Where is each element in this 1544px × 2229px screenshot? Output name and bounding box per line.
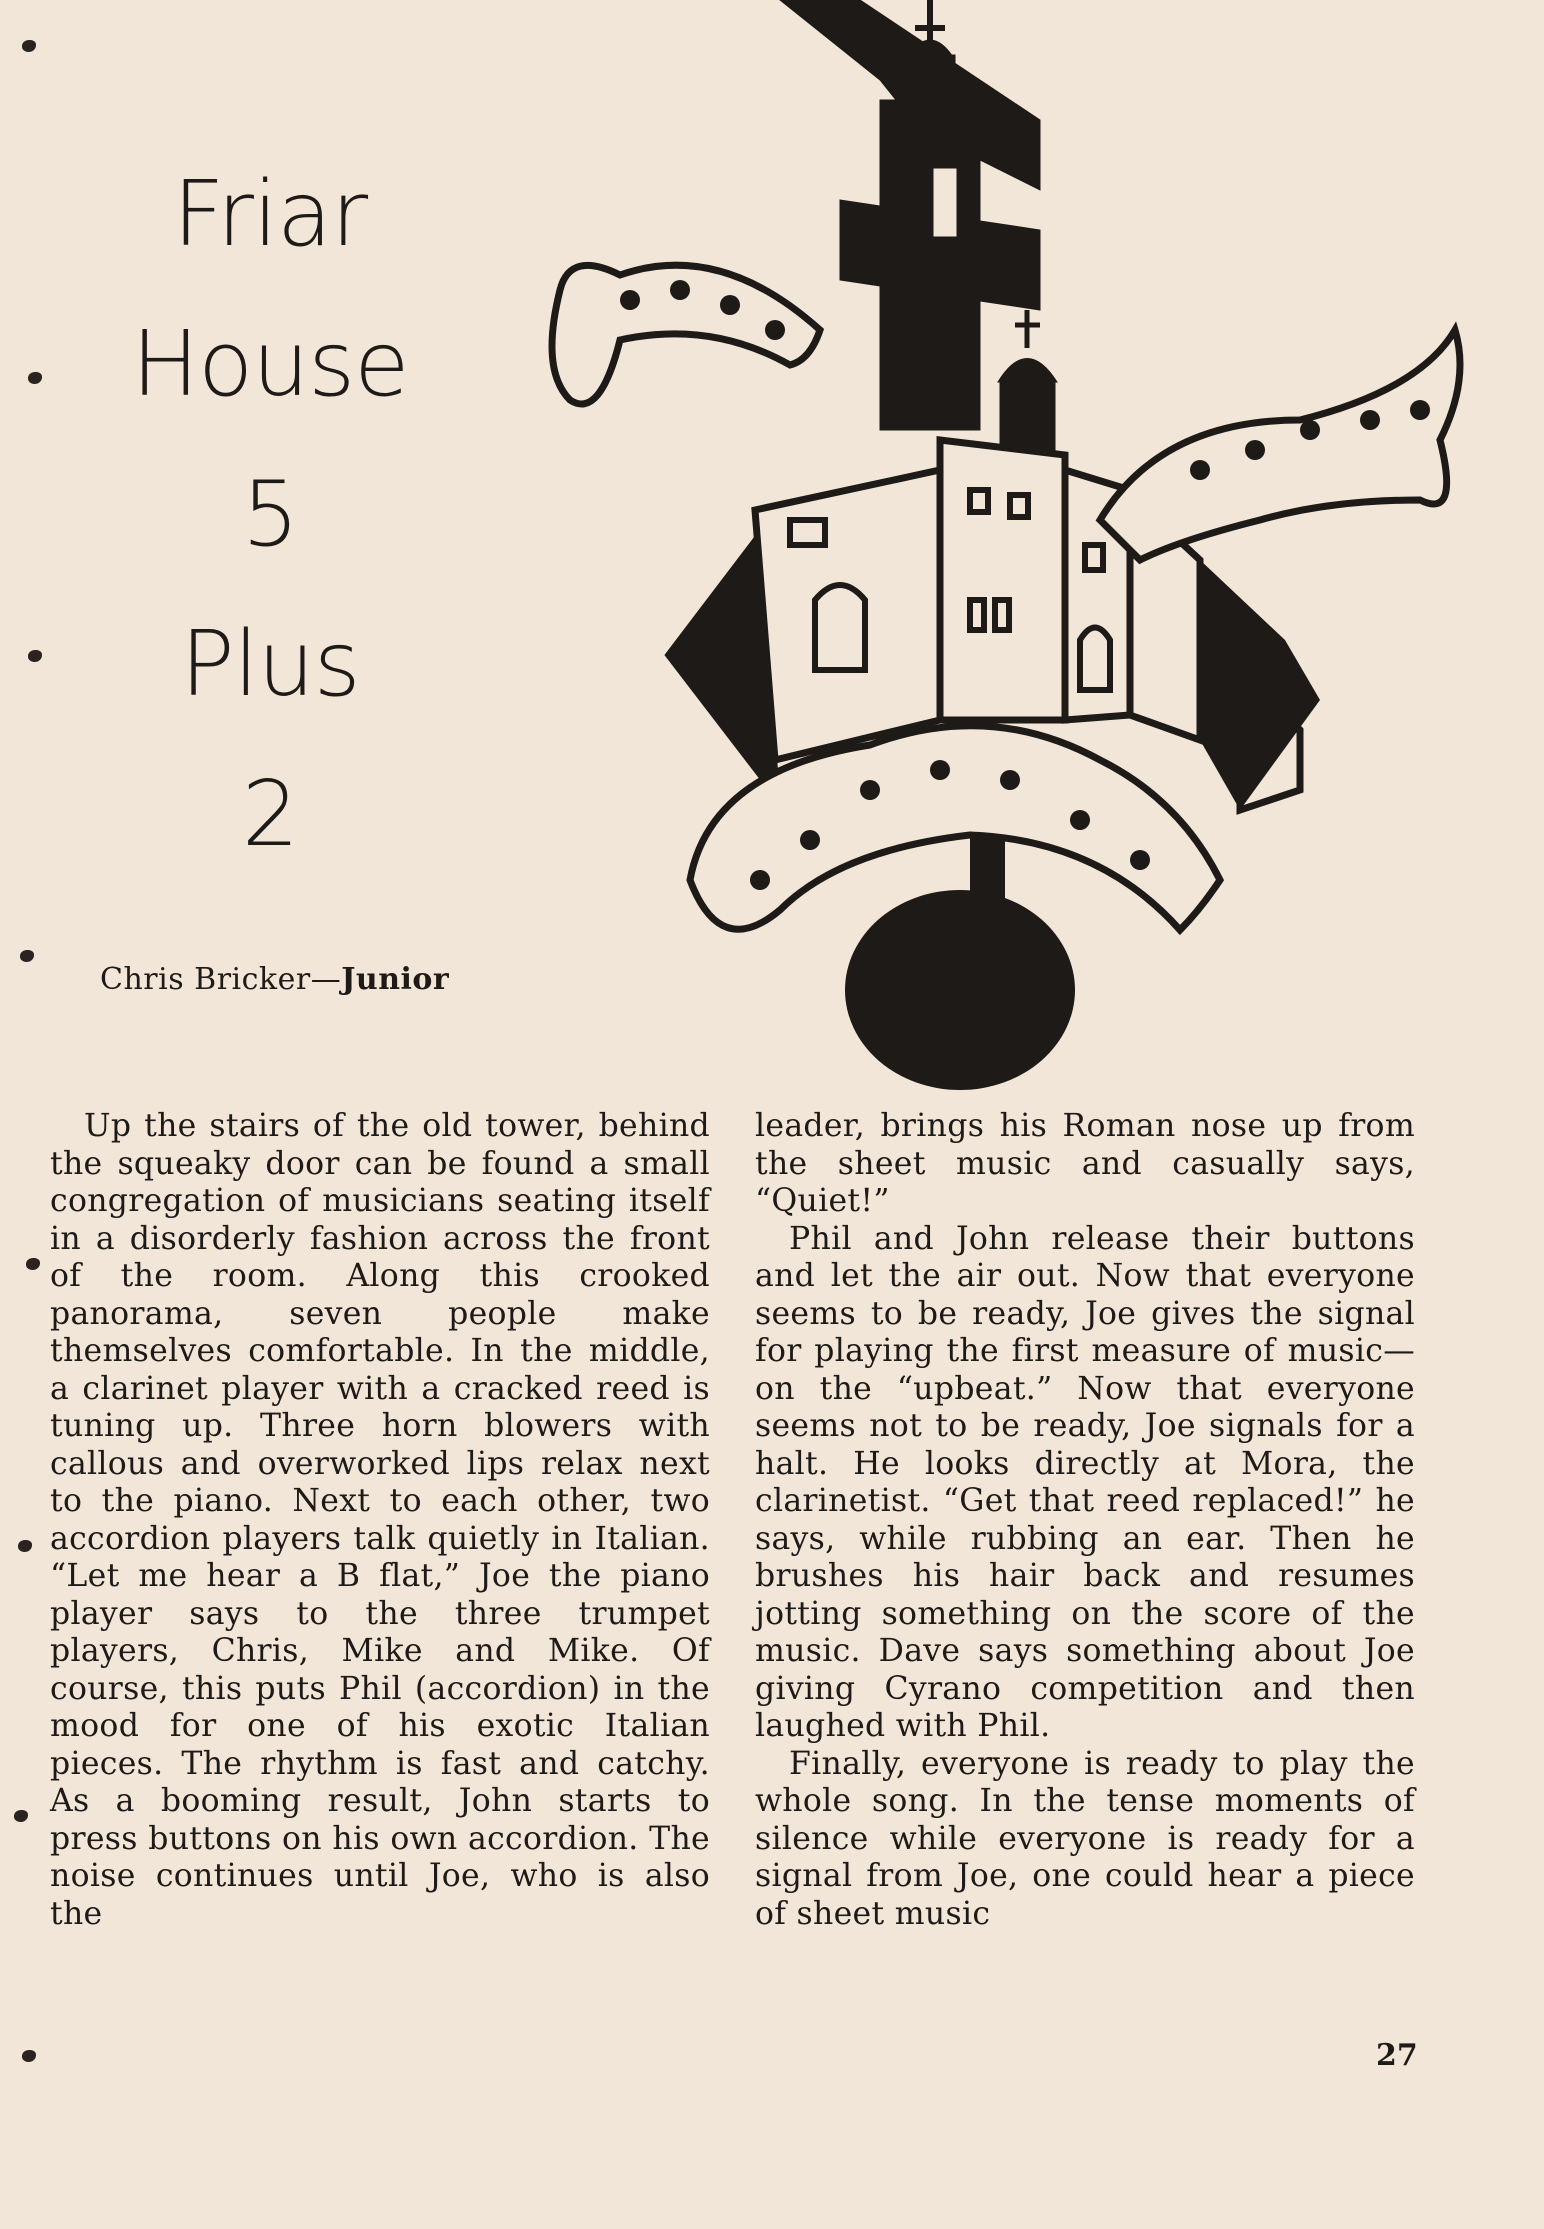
- binding-hole: [28, 372, 42, 384]
- page-number: 27: [1376, 2038, 1418, 2073]
- article-column-right: [755, 1108, 1415, 1933]
- author-name: Chris Bricker: [100, 962, 311, 997]
- title-line-3: 5: [241, 462, 299, 567]
- title-line-5: 2: [241, 762, 299, 867]
- bell-tower-music-illustration: [540, 0, 1480, 1090]
- paragraph: Up the stairs of the old tower, behind the squeaky door can be found a small congregation of musicians seating itself in a disorderly fashion across the front of the room. Along this crooked panorama, seven people make themselves comfortable. In the middle, a clarinet player with a cracked reed is tuning up. Three horn blowers with callous and overworked lips relax next to the piano. Next to each other, two accordion players talk quietly in Italian. “Let me hear a B flat,” Joe the piano player says to the three trumpet players, Chris, Mike and Mike. Of course, this puts Phil (accordion) in the mood for one of his exotic Italian pieces. The rhythm is fast and catchy. As a booming result, John starts to press buttons on his own accordion. The noise continues until Joe, who is also the: [50, 1108, 710, 1932]
- binding-hole: [18, 1540, 32, 1552]
- binding-hole: [28, 650, 42, 662]
- binding-hole: [22, 40, 36, 52]
- article-title: [80, 140, 460, 890]
- title-line-2: House: [131, 312, 409, 417]
- paragraph: leader, brings his Roman nose up from the sheet music and casually says, “Quiet!”: [755, 1108, 1415, 1219]
- title-line-1: Friar: [172, 162, 368, 267]
- binding-hole: [26, 1258, 40, 1270]
- byline: [100, 962, 449, 997]
- article-column-left: [50, 1108, 710, 1933]
- author-grade: Junior: [341, 962, 450, 997]
- paragraph: Phil and John release their buttons and let the air out. Now that everyone seems to be ready, Joe gives the signal for playing the first measure of music—on the “upbeat.” Now that everyone seems not to be ready, Joe signals for a halt. He looks directly at Mora, the clarinetist. “Get that reed replaced!” he says, while rubbing an ear. Then he brushes his hair back and resumes jotting something on the score of the music. Dave says something about Joe giving Cyrano competition and then laughed with Phil.: [755, 1220, 1415, 1744]
- binding-hole: [14, 1810, 28, 1822]
- byline-dash: —: [310, 962, 342, 997]
- paragraph: Finally, everyone is ready to play the whole song. In the tense moments of silence while everyone is ready for a signal from Joe, one could hear a piece of sheet music: [755, 1745, 1415, 1932]
- binding-hole: [20, 950, 34, 962]
- binding-hole: [22, 2050, 36, 2062]
- title-line-4: Plus: [180, 612, 360, 717]
